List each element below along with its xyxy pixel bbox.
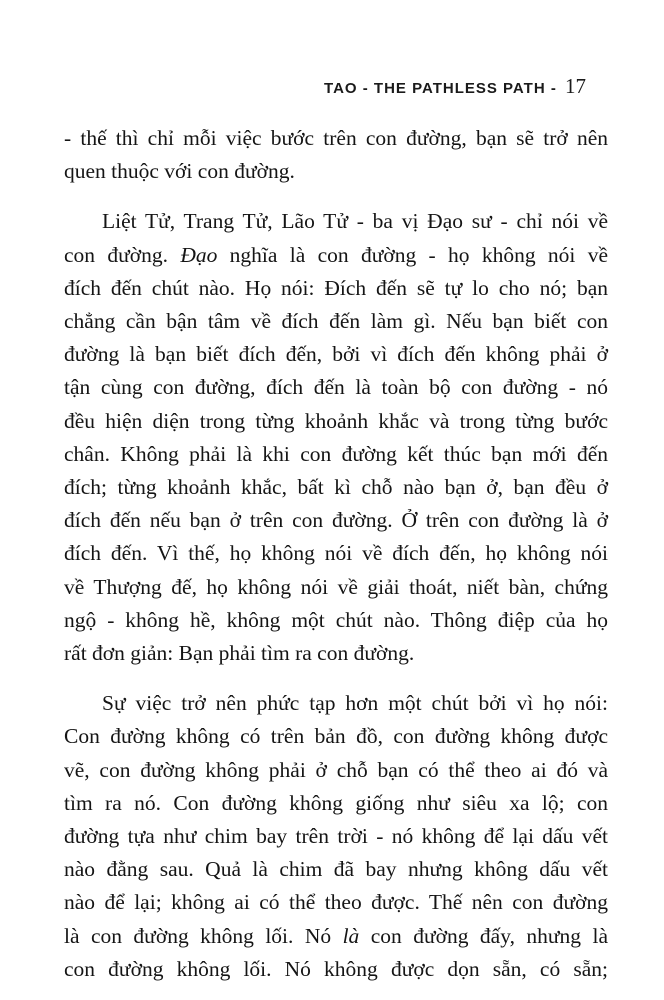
text-line: chẳng cần bận tâm về đích đến làm gì. Nếu bạn biết con — [64, 309, 608, 334]
text-line: về Thượng đế, họ không nói về giải thoát, niết bàn, chứng — [64, 574, 608, 599]
text-line: rất đơn giản: Bạn phải tìm ra con đường. — [64, 641, 415, 666]
running-title: TAO - THE PATHLESS PATH - — [324, 80, 557, 97]
text-line: đích đến chút nào. Họ nói: Đích đến sẽ tự lo cho nó; bạn — [64, 275, 608, 300]
text-line: - thế thì chỉ mỗi việc bước trên con đường, bạn sẽ trở nên — [64, 126, 608, 150]
paragraph-2 — [64, 205, 608, 670]
text-line: ngộ - không hề, không một chút nào. Thông điệp của họ — [64, 607, 608, 632]
running-header — [324, 74, 586, 99]
text-line: đích đến. Vì thế, họ không nói về đích đến, họ không nói — [64, 541, 608, 566]
text-line: con đường. Đạo nghĩa là con đường - họ không nói về — [64, 242, 608, 267]
text-line: đích đến nếu bạn ở trên con đường. Ở trên con đường là ở — [64, 508, 608, 533]
text-line: đường là bạn biết đích đến, bởi vì đích đến không phải ở — [64, 342, 608, 367]
text-line: đường tựa như chim bay trên trời - nó không để lại dấu vết — [64, 824, 608, 849]
emphasis-dao: Đạo — [180, 242, 218, 267]
text-line: nào đằng sau. Quả là chim đã bay nhưng không dấu vết — [64, 857, 608, 882]
text-line: con đường không lối. Nó không được dọn sẵn, có sẵn; — [64, 956, 608, 981]
text-line: đều hiện diện trong từng khoảnh khắc và trong từng bước — [64, 408, 608, 433]
body-text — [64, 122, 608, 986]
emphasis-la: là — [342, 923, 360, 948]
text-line: quen thuộc với con đường. — [64, 159, 295, 184]
page-number: 17 — [565, 74, 586, 98]
paragraph-1 — [64, 122, 608, 188]
text-line: tìm ra nó. Con đường không giống như siêu xa lộ; con — [64, 790, 608, 815]
text-line: nào để lại; không ai có thể theo được. Thế nên con đường — [64, 890, 608, 915]
paragraph-3 — [64, 687, 608, 986]
text-line: là con đường không lối. Nó là con đường đấy, nhưng là — [64, 923, 608, 948]
text-line: Liệt Tử, Trang Tử, Lão Tử - ba vị Đạo sư - chỉ nói về — [102, 209, 608, 234]
text-line: vẽ, con đường không phải ở chỗ bạn có thể theo ai đó và — [64, 757, 608, 782]
text-line: chân. Không phải là khi con đường kết thúc bạn mới đến — [64, 441, 608, 466]
text-line: Sự việc trở nên phức tạp hơn một chút bởi vì họ nói: — [102, 691, 608, 716]
text-line: đích; từng khoảnh khắc, bất kì chỗ nào bạn ở, bạn đều ở — [64, 475, 608, 500]
text-line: Con đường không có trên bản đồ, con đường không được — [64, 724, 608, 749]
text-line: tận cùng con đường, đích đến là toàn bộ con đường - nó — [64, 375, 608, 400]
